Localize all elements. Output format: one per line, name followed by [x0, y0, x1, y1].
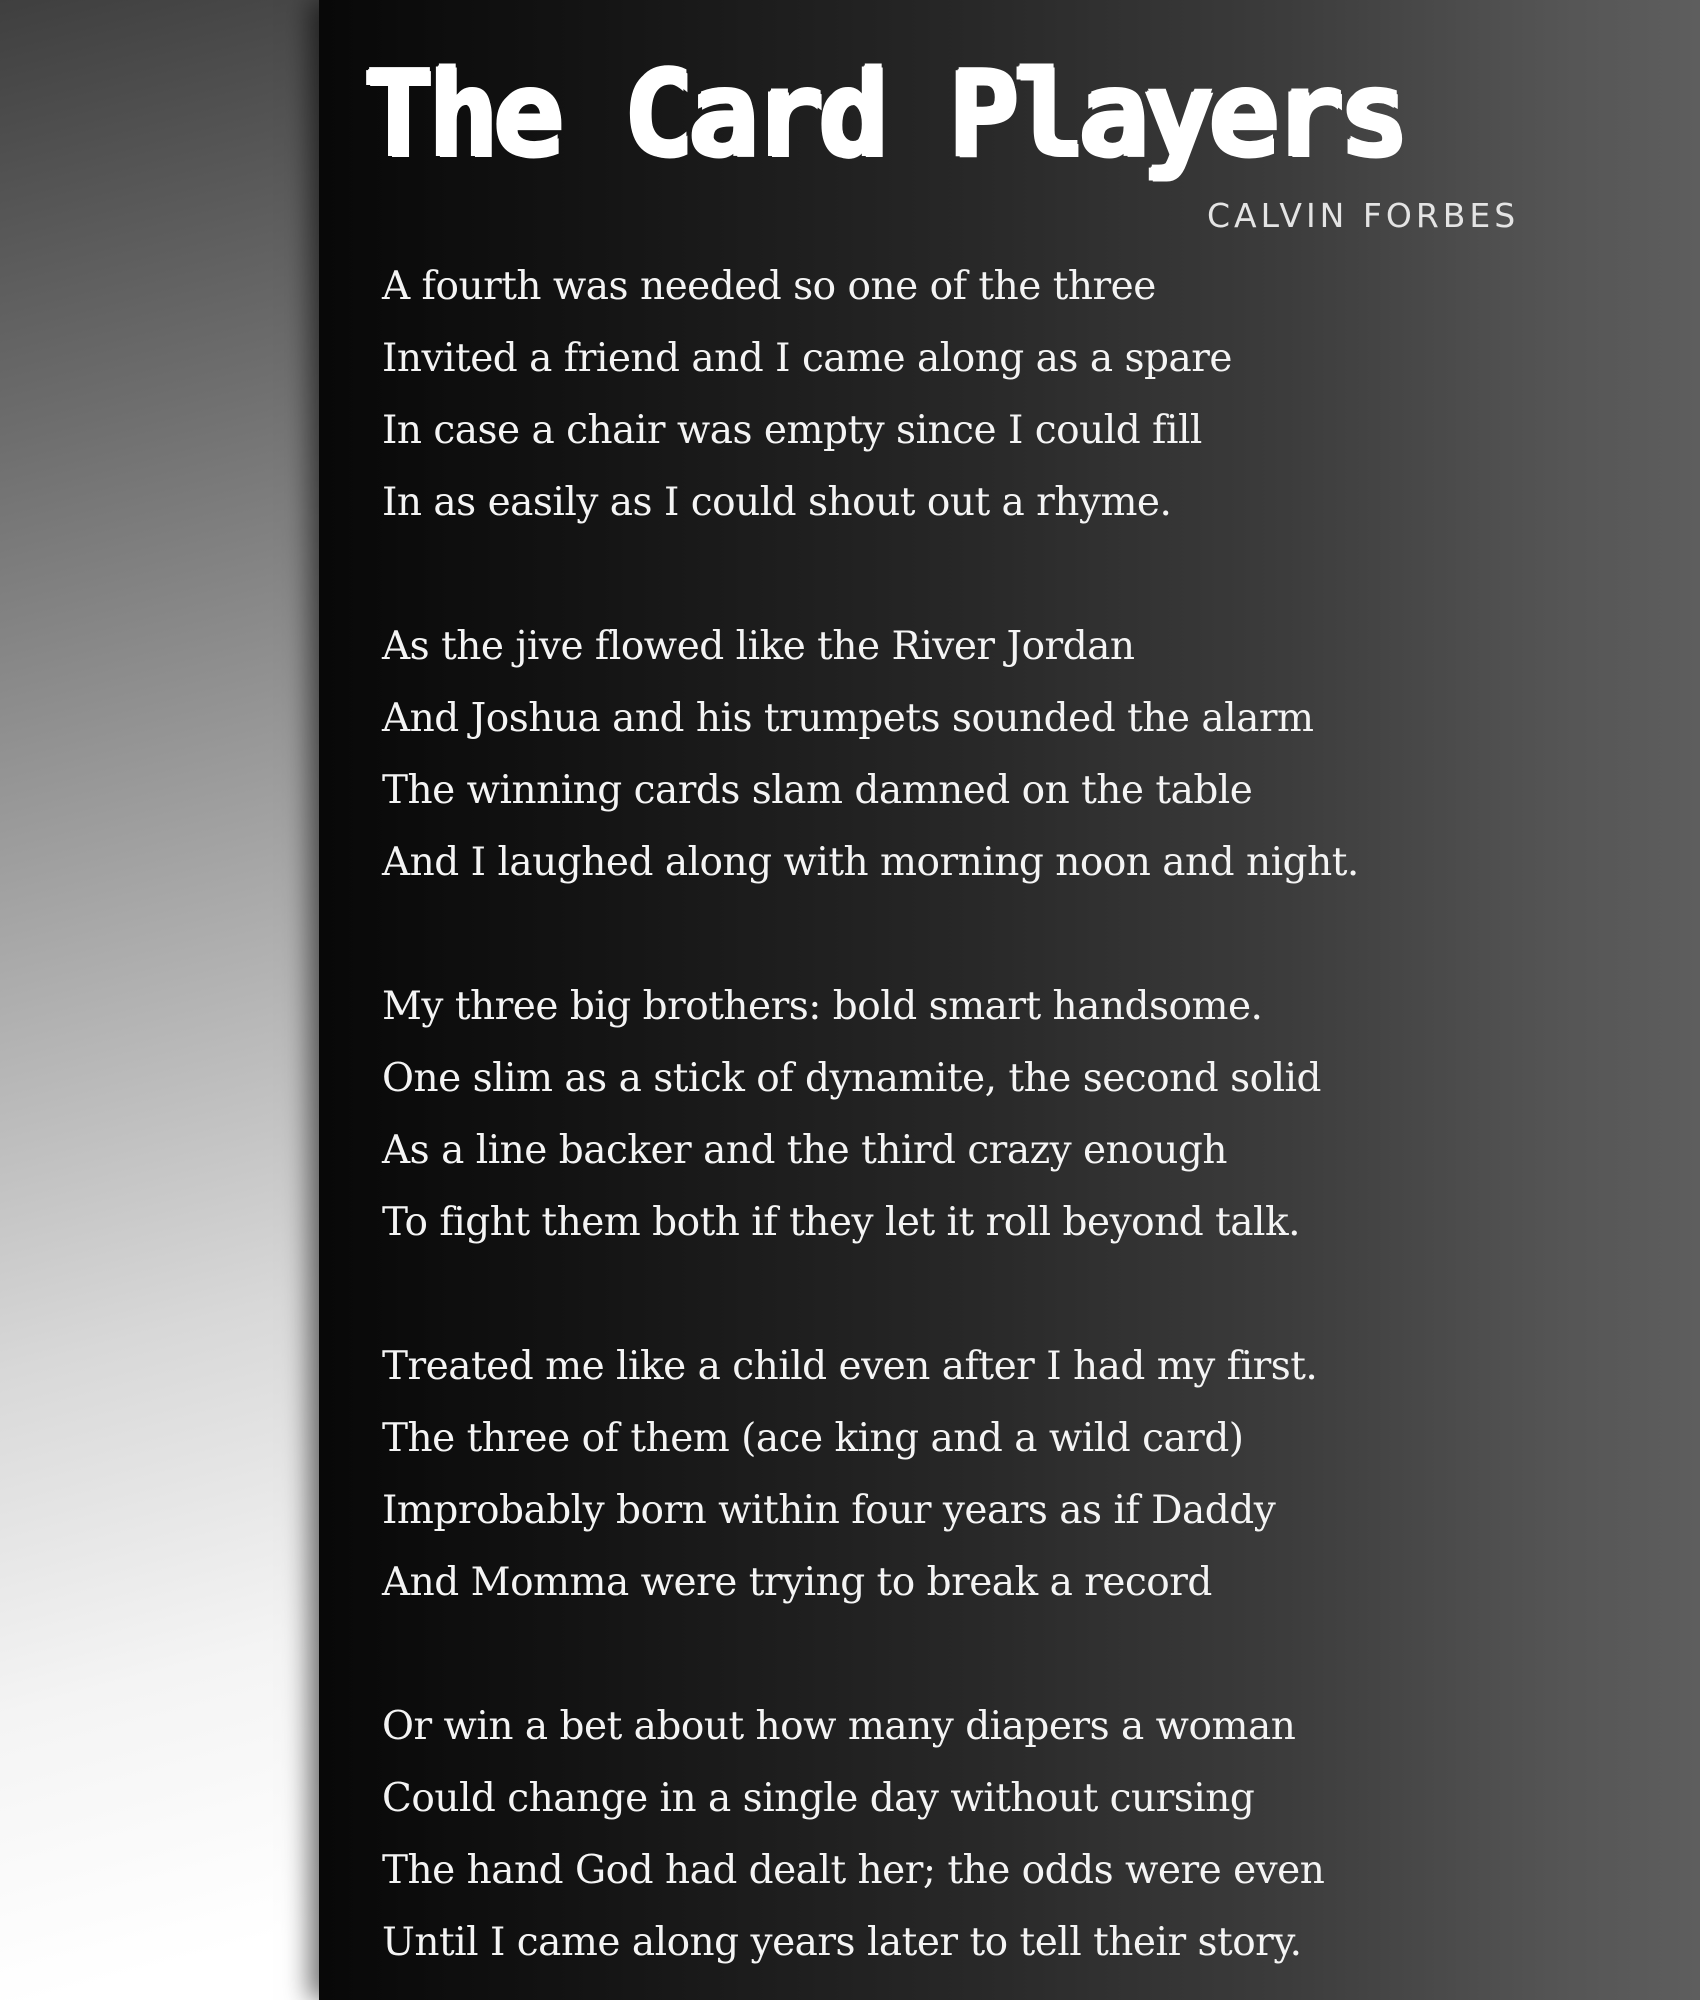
- poem-line: To fight them both if they let it roll beyond talk.: [382, 1200, 1301, 1245]
- poem-line: The winning cards slam damned on the table: [382, 768, 1253, 813]
- poem-line: As the jive flowed like the River Jordan: [382, 624, 1135, 669]
- poem-body: [382, 251, 1642, 2000]
- poem-line: Until I came along years later to tell their story.: [382, 1920, 1302, 1965]
- poem-line: A fourth was needed so one of the three: [382, 264, 1156, 309]
- poem-line: And Momma were trying to break a record: [382, 1560, 1212, 1605]
- poem-line: My three big brothers: bold smart handsome.: [382, 984, 1263, 1029]
- poem-line: Improbably born within four years as if Daddy: [382, 1488, 1276, 1533]
- poem-line: In case a chair was empty since I could fill: [382, 408, 1202, 453]
- poem-line: The hand God had dealt her; the odds were even: [382, 1848, 1325, 1893]
- poem-line: The three of them (ace king and a wild card): [382, 1416, 1244, 1461]
- poem-line: Or win a bet about how many diapers a woman: [382, 1704, 1296, 1749]
- poem-line: As a line backer and the third crazy enough: [382, 1128, 1227, 1173]
- stanza-2: [382, 611, 1642, 899]
- poem-line: Treated me like a child even after I had my first.: [382, 1344, 1318, 1389]
- stanza-5: [382, 1691, 1642, 1979]
- stanza-3: [382, 971, 1642, 1259]
- poem-author: CALVIN FORBES: [1207, 196, 1520, 235]
- poem-line: And Joshua and his trumpets sounded the alarm: [382, 696, 1314, 741]
- stanza-1: [382, 251, 1642, 539]
- poem-line: In as easily as I could shout out a rhyme.: [382, 480, 1172, 525]
- poem-line: And I laughed along with morning noon and night.: [382, 840, 1359, 885]
- poem-line: Could change in a single day without cursing: [382, 1776, 1255, 1821]
- poem-title: The Card Players: [363, 45, 1404, 183]
- poem-line: One slim as a stick of dynamite, the second solid: [382, 1056, 1321, 1101]
- poem-panel: [319, 0, 1700, 2000]
- poem-line: Invited a friend and I came along as a spare: [382, 336, 1232, 381]
- stanza-4: [382, 1331, 1642, 1619]
